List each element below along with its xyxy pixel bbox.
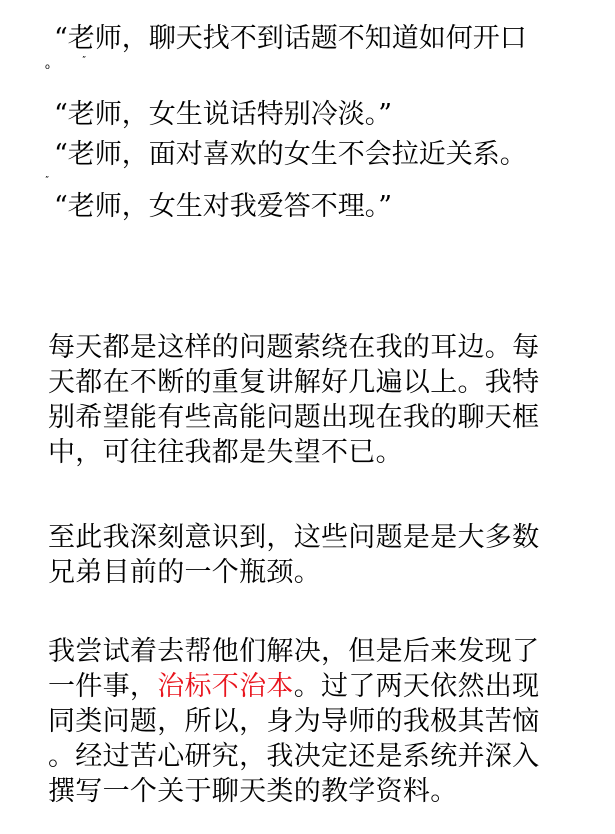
paragraph-3-line — [48, 669, 578, 704]
quote-line-4: “老师，女生对我爱答不理。” — [54, 191, 393, 222]
paragraph-1-line: 中，可往往我都是失望不已。 — [48, 437, 403, 468]
highlighted-phrase: 治标不治本 — [157, 671, 294, 702]
paragraph-1-line: 天都在不断的重复讲解好几遍以上。我特 — [48, 367, 540, 398]
paragraph-3-text: 。过了两天依然出现 — [293, 671, 540, 702]
paragraph-3-line: 。经过苦心研究，我决定还是系统并深入 — [48, 741, 540, 772]
quote-line-1: “老师，聊天找不到话题不知道如何开口 — [54, 23, 527, 54]
paragraph-3-line: 我尝试着去帮他们解决，但是后来发现了 — [48, 636, 540, 667]
paragraph-3-line: 同类问题，所以，身为导师的我极其苦恼 — [48, 706, 540, 737]
paragraph-1-line: 别希望能有些高能问题出现在我的聊天框 — [48, 402, 540, 433]
stray-mark-b: ” — [82, 55, 87, 64]
paragraph-2 — [48, 520, 578, 590]
stray-mark-a: o — [45, 62, 50, 71]
paragraph-3-text: 一件事， — [48, 671, 158, 702]
paragraph-3-line: 撰写一个关于聊天类的教学资料。 — [48, 776, 458, 807]
paragraph-2-line: 至此我深刻意识到，这些问题是是大多数 — [48, 522, 540, 553]
quote-line-2: “老师，女生说话特别冷淡。” — [54, 99, 393, 130]
paragraph-1 — [48, 330, 578, 470]
paragraph-3 — [48, 634, 578, 809]
stray-mark-c: ” — [45, 175, 50, 184]
quote-line-3: “老师，面对喜欢的女生不会拉近关系。 — [54, 139, 527, 170]
paragraph-1-line: 每天都是这样的问题萦绕在我的耳边。每 — [48, 332, 540, 363]
paragraph-2-line: 兄弟目前的一个瓶颈。 — [48, 557, 321, 588]
